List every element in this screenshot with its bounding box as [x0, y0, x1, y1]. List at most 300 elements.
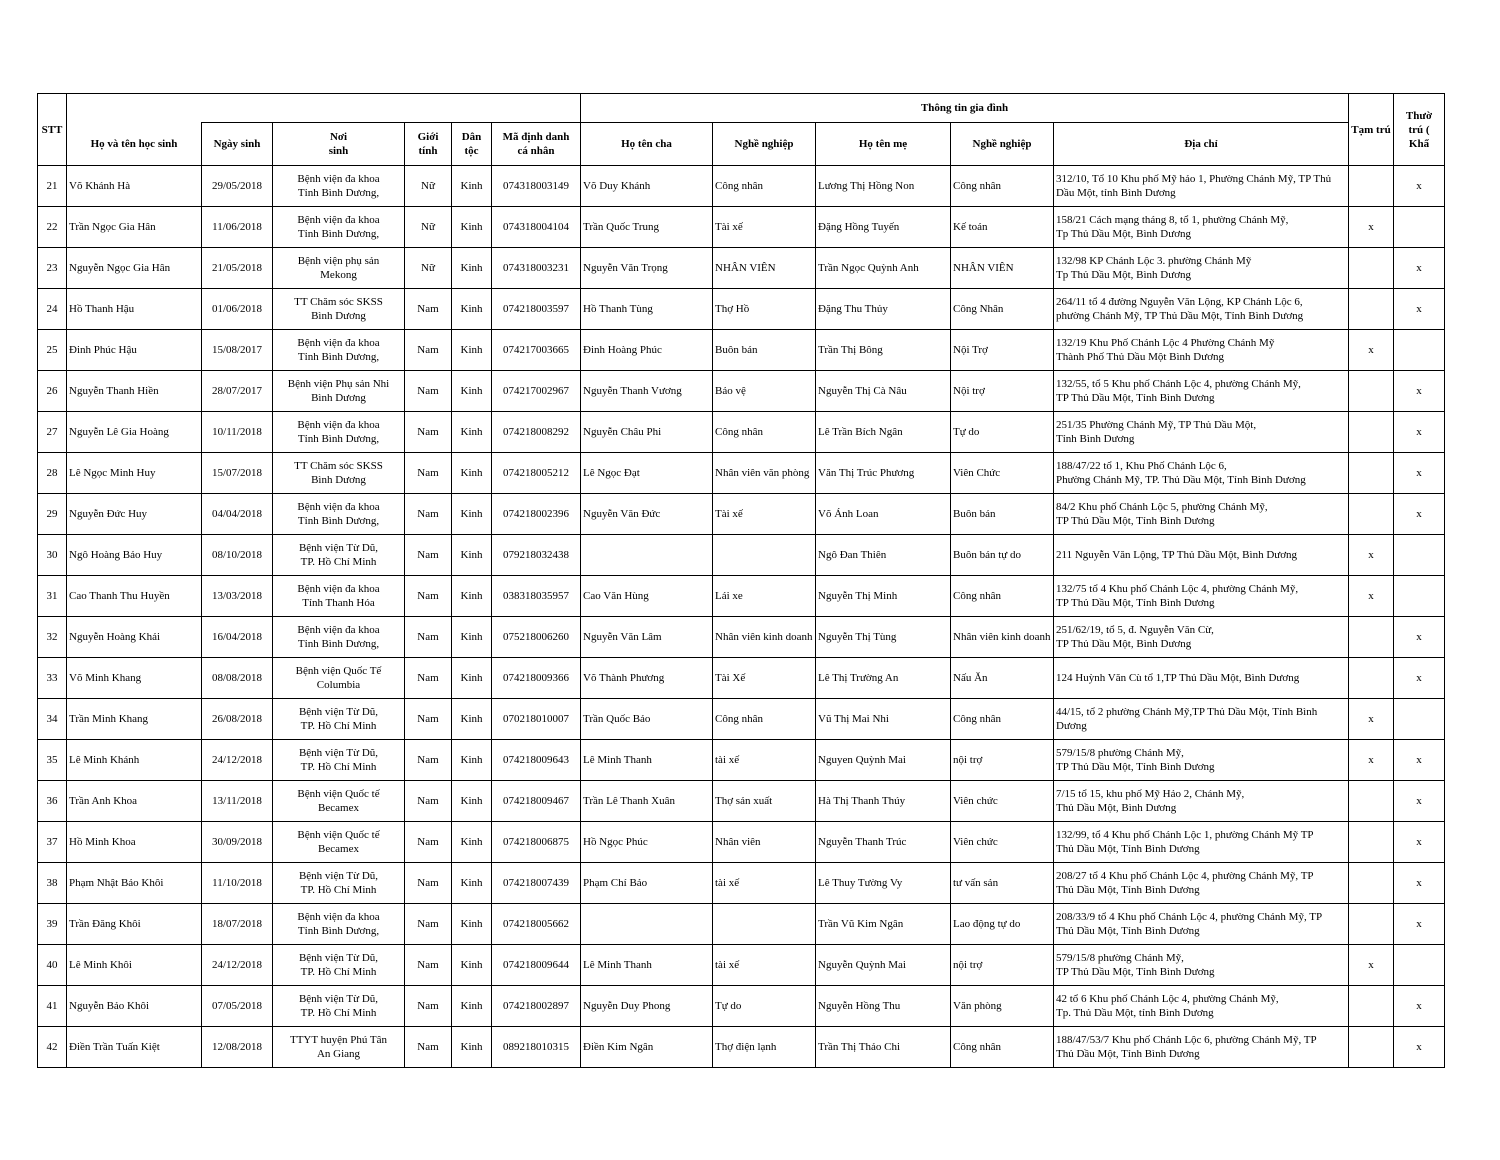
- cell-perm-residence: x: [1394, 453, 1445, 494]
- cell-name: Nguyễn Đức Huy: [67, 494, 202, 535]
- cell-ethnicity: Kinh: [452, 781, 492, 822]
- cell-birthplace: Bệnh viện đa khoa Tỉnh Thanh Hóa: [273, 576, 405, 617]
- cell-ethnicity: Kinh: [452, 617, 492, 658]
- cell-id: 074318004104: [492, 207, 581, 248]
- cell-id: 070218010007: [492, 699, 581, 740]
- cell-id: 074218009644: [492, 945, 581, 986]
- cell-name: Trần Đăng Khôi: [67, 904, 202, 945]
- cell-birthplace: Bệnh viện Từ Dũ, TP. Hồ Chí Minh: [273, 535, 405, 576]
- cell-father-job: Nhân viên: [713, 822, 816, 863]
- cell-birthplace: TTYT huyện Phú Tân An Giang: [273, 1027, 405, 1068]
- cell-mother-job: Viên Chức: [951, 453, 1054, 494]
- cell-temp-residence: [1349, 617, 1394, 658]
- cell-perm-residence: [1394, 330, 1445, 371]
- cell-temp-residence: x: [1349, 535, 1394, 576]
- cell-father: Lê Ngọc Đạt: [581, 453, 713, 494]
- cell-name: Ngô Hoàng Bảo Huy: [67, 535, 202, 576]
- cell-dob: 08/08/2018: [202, 658, 273, 699]
- cell-stt: 23: [38, 248, 67, 289]
- cell-birthplace: Bệnh viện Từ Dũ, TP. Hồ Chí Minh: [273, 740, 405, 781]
- table-row: [38, 535, 1445, 576]
- cell-mother-job: Công nhân: [951, 699, 1054, 740]
- cell-gender: Nam: [405, 412, 452, 453]
- cell-stt: 32: [38, 617, 67, 658]
- cell-address: 44/15, tổ 2 phường Chánh Mỹ,TP Thủ Dầu Một, Tỉnh Bình Dương: [1054, 699, 1349, 740]
- cell-father: [581, 535, 713, 576]
- cell-dob: 15/07/2018: [202, 453, 273, 494]
- cell-father-job: Tài xế: [713, 494, 816, 535]
- cell-stt: 35: [38, 740, 67, 781]
- cell-stt: 22: [38, 207, 67, 248]
- cell-mother-job: Viên chức: [951, 781, 1054, 822]
- cell-dob: 21/05/2018: [202, 248, 273, 289]
- header-gender: Giới tính: [405, 123, 452, 166]
- cell-birthplace: Bệnh viện Quốc tế Becamex: [273, 781, 405, 822]
- cell-ethnicity: Kinh: [452, 658, 492, 699]
- cell-birthplace: Bệnh viện đa khoa Tỉnh Bình Dương,: [273, 412, 405, 453]
- cell-perm-residence: x: [1394, 1027, 1445, 1068]
- cell-mother: Nguyễn Quỳnh Mai: [816, 945, 951, 986]
- cell-father: Hồ Thanh Tùng: [581, 289, 713, 330]
- cell-temp-residence: [1349, 781, 1394, 822]
- cell-mother: Nguyễn Thanh Trúc: [816, 822, 951, 863]
- cell-dob: 01/06/2018: [202, 289, 273, 330]
- cell-dob: 08/10/2018: [202, 535, 273, 576]
- cell-father-job: tài xế: [713, 740, 816, 781]
- cell-ethnicity: Kinh: [452, 904, 492, 945]
- cell-father-job: NHÂN VIÊN: [713, 248, 816, 289]
- cell-mother: Hà Thị Thanh Thúy: [816, 781, 951, 822]
- cell-birthplace: Bệnh viện đa khoa Tỉnh Bình Dương,: [273, 166, 405, 207]
- table-row: [38, 576, 1445, 617]
- cell-perm-residence: x: [1394, 412, 1445, 453]
- cell-mother-job: Lao động tự do: [951, 904, 1054, 945]
- cell-father-job: Công nhân: [713, 412, 816, 453]
- cell-temp-residence: [1349, 494, 1394, 535]
- cell-stt: 31: [38, 576, 67, 617]
- cell-gender: Nam: [405, 945, 452, 986]
- cell-id: 075218006260: [492, 617, 581, 658]
- cell-dob: 04/04/2018: [202, 494, 273, 535]
- cell-address: 132/55, tổ 5 Khu phố Chánh Lộc 4, phường Chánh Mỹ, TP Thủ Dầu Một, Tỉnh Bình Dương: [1054, 371, 1349, 412]
- table-row: [38, 904, 1445, 945]
- cell-name: Võ Minh Khang: [67, 658, 202, 699]
- cell-mother: Lê Trần Bích Ngân: [816, 412, 951, 453]
- cell-id: 074218009366: [492, 658, 581, 699]
- cell-perm-residence: [1394, 535, 1445, 576]
- cell-id: 089218010315: [492, 1027, 581, 1068]
- cell-mother: Nguyen Quỳnh Mai: [816, 740, 951, 781]
- cell-mother: Đặng Thu Thủy: [816, 289, 951, 330]
- cell-father-job: Tài xế: [713, 207, 816, 248]
- cell-dob: 16/04/2018: [202, 617, 273, 658]
- cell-birthplace: TT Chăm sóc SKSS Bình Dương: [273, 453, 405, 494]
- cell-birthplace: Bệnh viện Từ Dũ, TP. Hồ Chí Minh: [273, 945, 405, 986]
- cell-father-job: Nhân viên kinh doanh: [713, 617, 816, 658]
- cell-mother-job: Tự do: [951, 412, 1054, 453]
- table-row: [38, 330, 1445, 371]
- cell-father-job: Thợ sản xuất: [713, 781, 816, 822]
- cell-name: Nguyễn Hoàng Khải: [67, 617, 202, 658]
- cell-dob: 11/06/2018: [202, 207, 273, 248]
- cell-gender: Nam: [405, 781, 452, 822]
- cell-ethnicity: Kinh: [452, 576, 492, 617]
- cell-perm-residence: x: [1394, 166, 1445, 207]
- cell-father-job: tài xế: [713, 863, 816, 904]
- cell-stt: 28: [38, 453, 67, 494]
- cell-stt: 33: [38, 658, 67, 699]
- cell-temp-residence: x: [1349, 945, 1394, 986]
- cell-father-job: [713, 904, 816, 945]
- cell-mother-job: Viên chức: [951, 822, 1054, 863]
- cell-stt: 37: [38, 822, 67, 863]
- student-table: [37, 93, 1445, 1068]
- cell-dob: 15/08/2017: [202, 330, 273, 371]
- cell-id: 074218005212: [492, 453, 581, 494]
- cell-father-job: Thợ Hồ: [713, 289, 816, 330]
- cell-name: Hồ Minh Khoa: [67, 822, 202, 863]
- cell-stt: 26: [38, 371, 67, 412]
- cell-gender: Nam: [405, 822, 452, 863]
- cell-mother: Nguyễn Thị Minh: [816, 576, 951, 617]
- cell-address: 251/35 Phường Chánh Mỹ, TP Thủ Dầu Một, Tỉnh Bình Dương: [1054, 412, 1349, 453]
- cell-perm-residence: x: [1394, 904, 1445, 945]
- cell-ethnicity: Kinh: [452, 248, 492, 289]
- cell-father-job: Nhân viên văn phòng: [713, 453, 816, 494]
- cell-id: 074318003231: [492, 248, 581, 289]
- cell-dob: 24/12/2018: [202, 945, 273, 986]
- cell-address: 579/15/8 phường Chánh Mỹ, TP Thủ Dầu Một, Tỉnh Bình Dương: [1054, 945, 1349, 986]
- cell-mother-job: Nhân viên kinh doanh: [951, 617, 1054, 658]
- cell-temp-residence: [1349, 986, 1394, 1027]
- cell-temp-residence: [1349, 166, 1394, 207]
- cell-address: 124 Huỳnh Văn Cù tổ 1,TP Thủ Dầu Một, Bình Dương: [1054, 658, 1349, 699]
- cell-ethnicity: Kinh: [452, 740, 492, 781]
- cell-mother: Nguyễn Thị Cà Nâu: [816, 371, 951, 412]
- cell-ethnicity: Kinh: [452, 166, 492, 207]
- cell-father: Nguyễn Châu Phi: [581, 412, 713, 453]
- header-temp-residence: Tạm trú: [1349, 94, 1394, 166]
- cell-ethnicity: Kinh: [452, 1027, 492, 1068]
- cell-temp-residence: x: [1349, 207, 1394, 248]
- cell-gender: Nam: [405, 289, 452, 330]
- cell-address: 132/98 KP Chánh Lộc 3. phường Chánh Mỹ Tp Thủ Dầu Một, Bình Dương: [1054, 248, 1349, 289]
- cell-id: 074218006875: [492, 822, 581, 863]
- cell-temp-residence: x: [1349, 330, 1394, 371]
- cell-stt: 24: [38, 289, 67, 330]
- cell-ethnicity: Kinh: [452, 494, 492, 535]
- cell-birthplace: Bệnh viện Từ Dũ, TP. Hồ Chí Minh: [273, 986, 405, 1027]
- cell-id: 074218009643: [492, 740, 581, 781]
- cell-name: Nguyễn Lê Gia Hoàng: [67, 412, 202, 453]
- cell-temp-residence: x: [1349, 699, 1394, 740]
- cell-address: 188/47/22 tổ 1, Khu Phố Chánh Lộc 6, Phường Chánh Mỹ, TP. Thủ Dầu Một, Tỉnh Bình Dương: [1054, 453, 1349, 494]
- cell-father: Võ Duy Khánh: [581, 166, 713, 207]
- cell-father: Nguyễn Văn Lâm: [581, 617, 713, 658]
- cell-mother: Võ Ánh Loan: [816, 494, 951, 535]
- cell-father-job: [713, 535, 816, 576]
- table-body: [38, 166, 1445, 1068]
- cell-stt: 36: [38, 781, 67, 822]
- cell-perm-residence: [1394, 699, 1445, 740]
- cell-address: 132/75 tổ 4 Khu phố Chánh Lộc 4, phường Chánh Mỹ, TP Thủ Dầu Một, Tỉnh Bình Dương: [1054, 576, 1349, 617]
- cell-father-job: Bảo vệ: [713, 371, 816, 412]
- cell-mother: Nguyễn Thị Tùng: [816, 617, 951, 658]
- cell-father: [581, 904, 713, 945]
- cell-perm-residence: x: [1394, 494, 1445, 535]
- table-row: [38, 412, 1445, 453]
- cell-address: 132/19 Khu Phố Chánh Lộc 4 Phường Chánh Mỹ Thành Phố Thủ Dầu Một Bình Dương: [1054, 330, 1349, 371]
- cell-father: Hồ Ngọc Phúc: [581, 822, 713, 863]
- header-blank-group: [67, 94, 581, 123]
- cell-temp-residence: x: [1349, 576, 1394, 617]
- cell-stt: 27: [38, 412, 67, 453]
- cell-gender: Nam: [405, 863, 452, 904]
- cell-dob: 13/03/2018: [202, 576, 273, 617]
- cell-birthplace: Bệnh viện phụ sản Mekong: [273, 248, 405, 289]
- header-birthplace: Nơi sinh: [273, 123, 405, 166]
- header-dob: Ngày sinh: [202, 123, 273, 166]
- cell-mother: Ngô Đan Thiên: [816, 535, 951, 576]
- cell-address: 251/62/19, tổ 5, đ. Nguyễn Văn Cừ, TP Thủ Dầu Một, Bình Dương: [1054, 617, 1349, 658]
- cell-id: 074218005662: [492, 904, 581, 945]
- table-row: [38, 453, 1445, 494]
- table-row: [38, 207, 1445, 248]
- cell-mother-job: Nội Trợ: [951, 330, 1054, 371]
- cell-temp-residence: [1349, 863, 1394, 904]
- cell-name: Trần Minh Khang: [67, 699, 202, 740]
- cell-mother-job: Công nhân: [951, 1027, 1054, 1068]
- header-ethnicity: Dân tộc: [452, 123, 492, 166]
- cell-ethnicity: Kinh: [452, 207, 492, 248]
- cell-mother: Lê Thị Trường An: [816, 658, 951, 699]
- cell-stt: 29: [38, 494, 67, 535]
- cell-mother: Vũ Thị Mai Nhi: [816, 699, 951, 740]
- cell-birthplace: TT Chăm sóc SKSS Bình Dương: [273, 289, 405, 330]
- header-address: Địa chỉ: [1054, 123, 1349, 166]
- cell-stt: 42: [38, 1027, 67, 1068]
- header-father: Họ tên cha: [581, 123, 713, 166]
- cell-mother: Trần Thị Thảo Chi: [816, 1027, 951, 1068]
- table-row: [38, 986, 1445, 1027]
- cell-perm-residence: x: [1394, 781, 1445, 822]
- header-family-info: Thông tin gia đình: [581, 94, 1349, 123]
- header-father-job: Nghề nghiệp: [713, 123, 816, 166]
- cell-father: Điền Kim Ngân: [581, 1027, 713, 1068]
- cell-ethnicity: Kinh: [452, 330, 492, 371]
- cell-address: 7/15 tổ 15, khu phố Mỹ Hảo 2, Chánh Mỹ, Thủ Dầu Một, Bình Dương: [1054, 781, 1349, 822]
- table-row: [38, 248, 1445, 289]
- cell-dob: 30/09/2018: [202, 822, 273, 863]
- cell-father: Trần Quốc Trung: [581, 207, 713, 248]
- cell-gender: Nam: [405, 494, 452, 535]
- cell-perm-residence: x: [1394, 658, 1445, 699]
- cell-mother: Văn Thị Trúc Phương: [816, 453, 951, 494]
- table-row: [38, 658, 1445, 699]
- table-row: [38, 699, 1445, 740]
- cell-name: Nguyễn Ngọc Gia Hân: [67, 248, 202, 289]
- cell-address: 312/10, Tổ 10 Khu phố Mỹ hảo 1, Phường Chánh Mỹ, TP Thủ Dầu Một, tỉnh Bình Dương: [1054, 166, 1349, 207]
- cell-id: 074217003665: [492, 330, 581, 371]
- cell-ethnicity: Kinh: [452, 863, 492, 904]
- cell-name: Nguyễn Bảo Khôi: [67, 986, 202, 1027]
- cell-id: 074318003149: [492, 166, 581, 207]
- table-row: [38, 822, 1445, 863]
- cell-temp-residence: [1349, 1027, 1394, 1068]
- cell-mother-job: tư vấn sản: [951, 863, 1054, 904]
- cell-father: Lê Minh Thanh: [581, 945, 713, 986]
- cell-father-job: Tự do: [713, 986, 816, 1027]
- table-row: [38, 945, 1445, 986]
- cell-dob: 12/08/2018: [202, 1027, 273, 1068]
- cell-birthplace: Bệnh viện đa khoa Tỉnh Bình Dương,: [273, 207, 405, 248]
- cell-mother: Nguyễn Hồng Thu: [816, 986, 951, 1027]
- cell-address: 188/47/53/7 Khu phố Chánh Lộc 6, phường Chánh Mỹ, TP Thủ Dầu Một, Tỉnh Bình Dương: [1054, 1027, 1349, 1068]
- cell-perm-residence: x: [1394, 740, 1445, 781]
- cell-temp-residence: [1349, 289, 1394, 330]
- cell-gender: Nam: [405, 535, 452, 576]
- cell-temp-residence: [1349, 658, 1394, 699]
- cell-dob: 07/05/2018: [202, 986, 273, 1027]
- cell-mother-job: Nội trợ: [951, 371, 1054, 412]
- cell-dob: 18/07/2018: [202, 904, 273, 945]
- cell-stt: 25: [38, 330, 67, 371]
- cell-name: Cao Thanh Thu Huyền: [67, 576, 202, 617]
- cell-stt: 21: [38, 166, 67, 207]
- cell-mother-job: Kế toán: [951, 207, 1054, 248]
- cell-father: Lê Minh Thanh: [581, 740, 713, 781]
- cell-temp-residence: x: [1349, 740, 1394, 781]
- cell-mother-job: Công nhân: [951, 576, 1054, 617]
- cell-father: Võ Thành Phương: [581, 658, 713, 699]
- cell-father: Trần Lê Thanh Xuân: [581, 781, 713, 822]
- cell-father: Nguyễn Duy Phong: [581, 986, 713, 1027]
- cell-mother-job: Công Nhân: [951, 289, 1054, 330]
- cell-gender: Nam: [405, 658, 452, 699]
- cell-name: Hồ Thanh Hậu: [67, 289, 202, 330]
- cell-mother-job: Văn phòng: [951, 986, 1054, 1027]
- cell-dob: 29/05/2018: [202, 166, 273, 207]
- cell-dob: 28/07/2017: [202, 371, 273, 412]
- cell-gender: Nam: [405, 330, 452, 371]
- cell-birthplace: Bệnh viện đa khoa Tỉnh Bình Dương,: [273, 617, 405, 658]
- cell-gender: Nam: [405, 1027, 452, 1068]
- cell-perm-residence: x: [1394, 822, 1445, 863]
- table-row: [38, 371, 1445, 412]
- cell-dob: 11/10/2018: [202, 863, 273, 904]
- cell-mother-job: NHÂN VIÊN: [951, 248, 1054, 289]
- cell-ethnicity: Kinh: [452, 822, 492, 863]
- cell-id: 074218007439: [492, 863, 581, 904]
- cell-name: Lê Ngọc Minh Huy: [67, 453, 202, 494]
- header-perm-residence: Thườ trú ( Khẩ: [1394, 94, 1445, 166]
- cell-perm-residence: x: [1394, 248, 1445, 289]
- cell-gender: Nam: [405, 371, 452, 412]
- cell-father: Phạm Chí Bảo: [581, 863, 713, 904]
- cell-mother-job: Buôn bán: [951, 494, 1054, 535]
- table-row: [38, 289, 1445, 330]
- cell-perm-residence: [1394, 945, 1445, 986]
- cell-ethnicity: Kinh: [452, 371, 492, 412]
- cell-father-job: Lái xe: [713, 576, 816, 617]
- cell-name: Trần Anh Khoa: [67, 781, 202, 822]
- cell-father-job: Công nhân: [713, 166, 816, 207]
- cell-id: 074217002967: [492, 371, 581, 412]
- table-row: [38, 494, 1445, 535]
- table-row: [38, 781, 1445, 822]
- cell-perm-residence: x: [1394, 986, 1445, 1027]
- cell-address: 211 Nguyễn Văn Lộng, TP Thủ Dầu Một, Bình Dương: [1054, 535, 1349, 576]
- cell-temp-residence: [1349, 822, 1394, 863]
- cell-mother-job: nội trợ: [951, 945, 1054, 986]
- cell-stt: 41: [38, 986, 67, 1027]
- cell-perm-residence: x: [1394, 371, 1445, 412]
- cell-ethnicity: Kinh: [452, 986, 492, 1027]
- table-row: [38, 1027, 1445, 1068]
- cell-name: Võ Khánh Hà: [67, 166, 202, 207]
- cell-gender: Nữ: [405, 248, 452, 289]
- cell-temp-residence: [1349, 412, 1394, 453]
- cell-father-job: Tài Xế: [713, 658, 816, 699]
- cell-mother-job: Công nhân: [951, 166, 1054, 207]
- cell-name: Nguyễn Thanh Hiền: [67, 371, 202, 412]
- cell-address: 264/11 tổ 4 đường Nguyễn Văn Lộng, KP Chánh Lộc 6, phường Chánh Mỹ, TP Thủ Dầu Một, Tỉnh Bình Dương: [1054, 289, 1349, 330]
- cell-address: 579/15/8 phường Chánh Mỹ, TP Thủ Dầu Một, Tỉnh Bình Dương: [1054, 740, 1349, 781]
- cell-gender: Nam: [405, 986, 452, 1027]
- cell-father: Cao Văn Hùng: [581, 576, 713, 617]
- header-id: Mã định danh cá nhân: [492, 123, 581, 166]
- cell-mother: Trần Thị Bông: [816, 330, 951, 371]
- cell-name: Điền Trần Tuấn Kiệt: [67, 1027, 202, 1068]
- table-row: [38, 740, 1445, 781]
- cell-birthplace: Bệnh viện đa khoa Tỉnh Bình Dương,: [273, 494, 405, 535]
- cell-birthplace: Bệnh viện Từ Dũ, TP. Hồ Chí Minh: [273, 699, 405, 740]
- cell-mother: Lê Thuy Tường Vy: [816, 863, 951, 904]
- cell-father: Đinh Hoàng Phúc: [581, 330, 713, 371]
- cell-dob: 26/08/2018: [202, 699, 273, 740]
- cell-father: Nguyễn Văn Đức: [581, 494, 713, 535]
- cell-father: Trần Quốc Bảo: [581, 699, 713, 740]
- cell-gender: Nam: [405, 617, 452, 658]
- header-mother-job: Nghề nghiệp: [951, 123, 1054, 166]
- cell-birthplace: Bệnh viện Từ Dũ, TP. Hồ Chí Minh: [273, 863, 405, 904]
- cell-stt: 34: [38, 699, 67, 740]
- table-row: [38, 166, 1445, 207]
- header-mother: Họ tên mẹ: [816, 123, 951, 166]
- cell-id: 074218009467: [492, 781, 581, 822]
- cell-address: 42 tổ 6 Khu phố Chánh Lộc 4, phường Chánh Mỹ, Tp. Thủ Dầu Một, tỉnh Bình Dương: [1054, 986, 1349, 1027]
- cell-address: 132/99, tổ 4 Khu phố Chánh Lộc 1, phường Chánh Mỹ TP Thủ Dầu Một, Tỉnh Bình Dương: [1054, 822, 1349, 863]
- cell-gender: Nam: [405, 699, 452, 740]
- cell-address: 84/2 Khu phố Chánh Lộc 5, phường Chánh Mỹ, TP Thủ Dầu Một, Tỉnh Bình Dương: [1054, 494, 1349, 535]
- table-row: [38, 863, 1445, 904]
- cell-dob: 13/11/2018: [202, 781, 273, 822]
- cell-mother: Trần Vũ Kim Ngân: [816, 904, 951, 945]
- cell-ethnicity: Kinh: [452, 535, 492, 576]
- cell-birthplace: Bệnh viện Phụ sản Nhi Bình Dương: [273, 371, 405, 412]
- cell-stt: 38: [38, 863, 67, 904]
- header-stt: STT: [38, 94, 67, 166]
- cell-dob: 24/12/2018: [202, 740, 273, 781]
- cell-dob: 10/11/2018: [202, 412, 273, 453]
- cell-id: 074218002897: [492, 986, 581, 1027]
- table-row: [38, 617, 1445, 658]
- cell-mother: Đặng Hồng Tuyến: [816, 207, 951, 248]
- cell-father: Nguyễn Thanh Vương: [581, 371, 713, 412]
- cell-id: 074218003597: [492, 289, 581, 330]
- cell-id: 079218032438: [492, 535, 581, 576]
- cell-mother: Trần Ngọc Quỳnh Anh: [816, 248, 951, 289]
